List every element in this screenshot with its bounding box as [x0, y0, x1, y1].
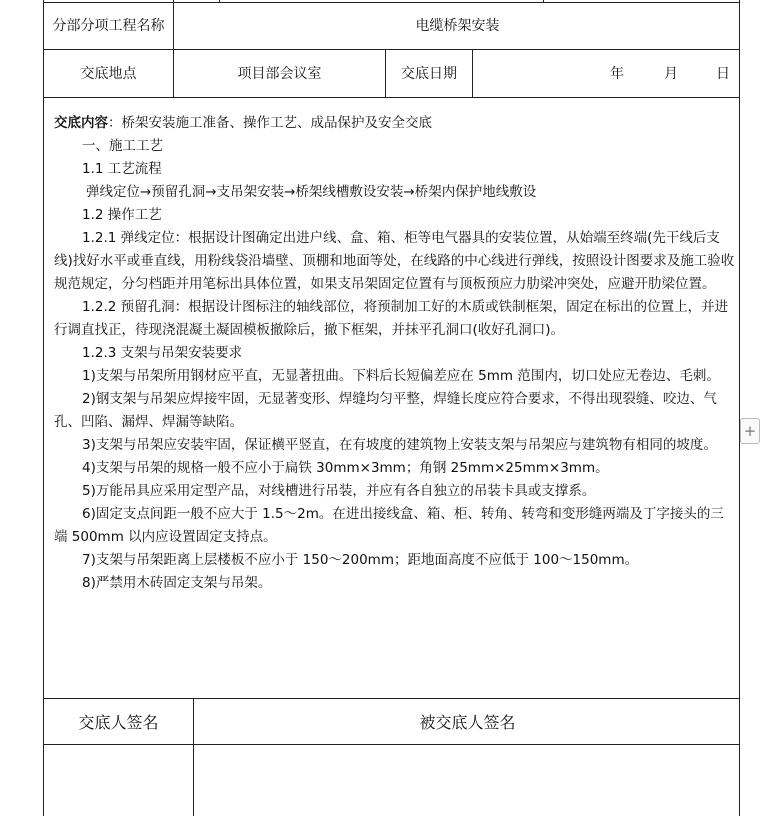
receiver-signature-label: 被交底人签名: [419, 713, 516, 732]
heading-1-2-3: 1.2.3 支架与吊架安装要求: [82, 345, 243, 361]
date-year: 年: [610, 65, 624, 82]
disclosure-form: [43, 0, 740, 816]
paragraph-1-2-1: 1.2.1 弹线定位：根据设计图确定出进户线、盒、箱、柜等电气器具的安装位置，从始端至终端(先干线后支线)找好水平或垂直线，用粉线袋沿墙壁、顶棚和地面等处，在线路的中心线进行弹线，按照设计图要求及施工验收规范规定，分匀档距并用笔标出具体位置，如果支吊架固定位置有与顶板预应力肋梁冲突处，应避开肋梁位置。: [54, 230, 735, 292]
list-item: 4)支架与吊架的规格一般不应小于扁铁 30mm×3mm；角钢 25mm×25mm×3mm。: [82, 460, 609, 476]
paragraph-1-2-2: 1.2.2 预留孔洞：根据设计图标注的轴线部位，将预制加工好的木质或铁制框架，固定在标出的位置上，并进行调直找正，待现浇混凝土凝固模板撤除后，撤下框架，并抹平孔洞口(收好孔洞口)。: [54, 299, 729, 338]
list-item: 5)万能吊具应采用定型产品，对线槽进行吊装，并应有各自独立的吊装卡具或支撑系。: [82, 483, 596, 499]
section-value: 电缆桥架安装: [415, 18, 500, 34]
discloser-signature-label: 交底人签名: [78, 713, 159, 732]
disclosure-content: [54, 112, 736, 595]
date-label: 交底日期: [401, 65, 457, 82]
heading-1-2: 1.2 操作工艺: [82, 207, 162, 223]
expand-panel-button[interactable]: [740, 418, 760, 444]
heading-1-1: 1.1 工艺流程: [82, 161, 162, 177]
date-month: 月: [664, 65, 678, 82]
discloser-signature-field[interactable]: [44, 745, 193, 816]
process-flow: 弹线定位→预留孔洞→支吊架安装→桥架线槽敷设安装→桥架内保护地线敷设: [86, 184, 537, 200]
list-item: 2)钢支架与吊架应焊接牢固，无显著变形、焊缝均匀平整，焊缝长度应符合要求，不得出现裂缝、咬边、气孔、凹陷、漏焊、焊漏等缺陷。: [54, 391, 717, 430]
table-border: [472, 49, 473, 97]
plus-icon: +: [743, 422, 757, 440]
list-item: 1)支架与吊架所用钢材应平直，无显著扭曲。下料后长短偏差应在 5mm 范围内，切口处应无卷边、毛刺。: [82, 368, 720, 384]
date-day: 日: [716, 65, 730, 82]
intro-text: ：桥架安装施工准备、操作工艺、成品保护及安全交底: [108, 115, 432, 131]
section-label: 分部分项工程名称: [52, 18, 165, 34]
list-item: 6)固定支点间距一般不应大于 1.5～2m。在进出接线盒、箱、柜、转角、转弯和变形缝两端及丁字接头的三端 500mm 以内应设置固定支持点。: [54, 506, 724, 545]
intro-label: 交底内容: [54, 115, 108, 131]
list-item: 8)严禁用木砖固定支架与吊架。: [82, 575, 272, 591]
table-border: [44, 97, 739, 98]
intro-line: [54, 112, 736, 135]
list-item: 7)支架与吊架距离上层楼板不应小于 150～200mm；距地面高度不应低于 100～150mm。: [82, 552, 639, 568]
heading-1: 一、施工工艺: [82, 138, 163, 154]
receiver-signature-field[interactable]: [194, 745, 741, 816]
location-value: 项目部会议室: [237, 65, 322, 82]
location-label: 交底地点: [80, 65, 137, 82]
list-item: 3)支架与吊架应安装牢固，保证横平竖直，在有坡度的建筑物上安装支架与吊架应与建筑物有相同的坡度。: [82, 437, 717, 453]
